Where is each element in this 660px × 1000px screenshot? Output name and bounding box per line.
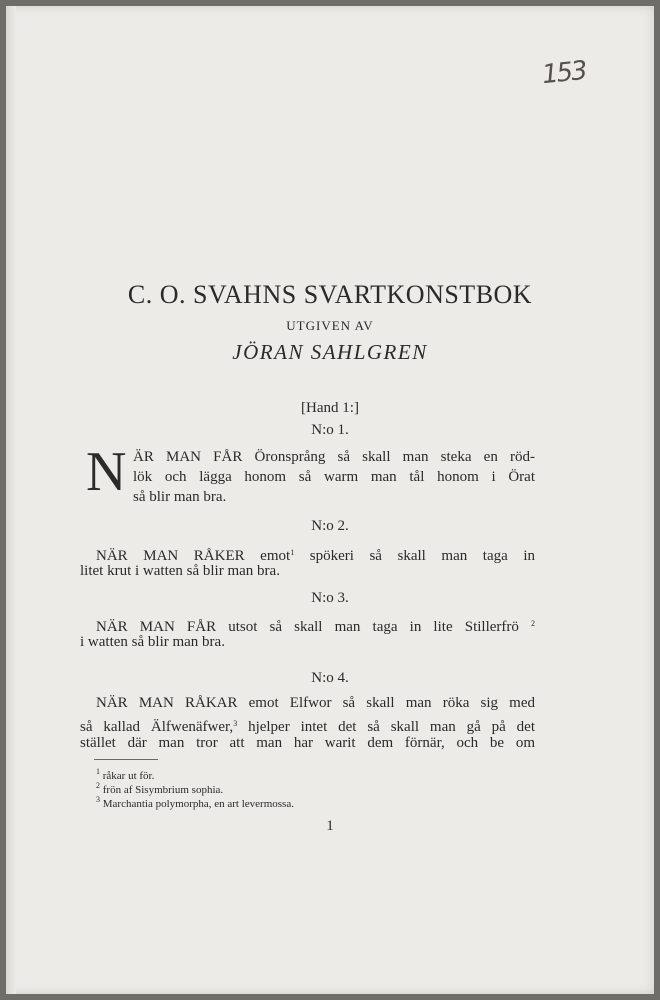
book-subtitle: UTGIVEN AV (286, 318, 374, 333)
drop-capital: N (86, 441, 127, 503)
footnote-ref-1: 1 (290, 548, 295, 557)
footnote-1-mark: 1 (96, 767, 100, 776)
page-binding-edge (6, 6, 16, 994)
footnote-3 (96, 793, 294, 811)
hand-label: [Hand 1:] (301, 400, 359, 416)
entry-heading-2: N:o 2. (311, 518, 349, 534)
entry-4-line-2-text-cont: hjelper intet det så skall man gå på det (237, 719, 536, 735)
footnote-3-text: Marchantia polymorpha, en art levermossa. (102, 798, 294, 810)
entry-3-line-1-text: NÄR MAN FÅR utsot så skall man taga in lite Stillerfrö (96, 619, 519, 635)
footnote-divider (94, 759, 158, 760)
entry-4-line-1: NÄR MAN RÅKAR emot Elfwor så skall man röka sig med (96, 695, 535, 711)
entry-3-line-2: i watten så blir man bra. (80, 634, 225, 650)
footnote-ref-2: 2 (531, 619, 536, 628)
footnote-2-text: frön af Sisymbrium sophia. (102, 784, 224, 796)
footnote-1-text: råkar ut för. (102, 770, 155, 782)
book-page (6, 6, 654, 994)
footnote-3-mark: 3 (96, 795, 100, 804)
entry-1-line-2: lök och lägga honom så warm man tål honom i Örat (133, 469, 535, 485)
entry-4-line-2-text: så kallad Älfwenäfwer, (80, 719, 234, 735)
page-number: 1 (326, 818, 334, 834)
book-title: C. O. SVAHNS SVARTKONSTBOK (127, 280, 533, 309)
entry-1-line-1: ÄR MAN FÅR Öronsprång så skall man steka en röd- (133, 449, 535, 465)
entry-heading-4: N:o 4. (311, 670, 349, 686)
footnote-ref-3: 3 (233, 719, 238, 728)
handwritten-folio-number: 153 (540, 55, 588, 91)
entry-2-line-1-text-cont: spökeri så skall man taga in (294, 548, 535, 564)
entry-heading-1: N:o 1. (311, 422, 349, 438)
entry-4-line-3: stället där man tror att man har warit dem förnär, och be om (80, 735, 535, 751)
entry-2-line-1-text: NÄR MAN RÅKER emot (96, 548, 291, 564)
footnote-2-mark: 2 (96, 781, 100, 790)
entry-2-line-2: litet krut i watten så blir man bra. (80, 563, 280, 579)
entry-heading-3: N:o 3. (311, 590, 349, 606)
entry-1-line-3: så blir man bra. (133, 489, 227, 505)
editor-name: JÖRAN SAHLGREN (232, 340, 428, 364)
